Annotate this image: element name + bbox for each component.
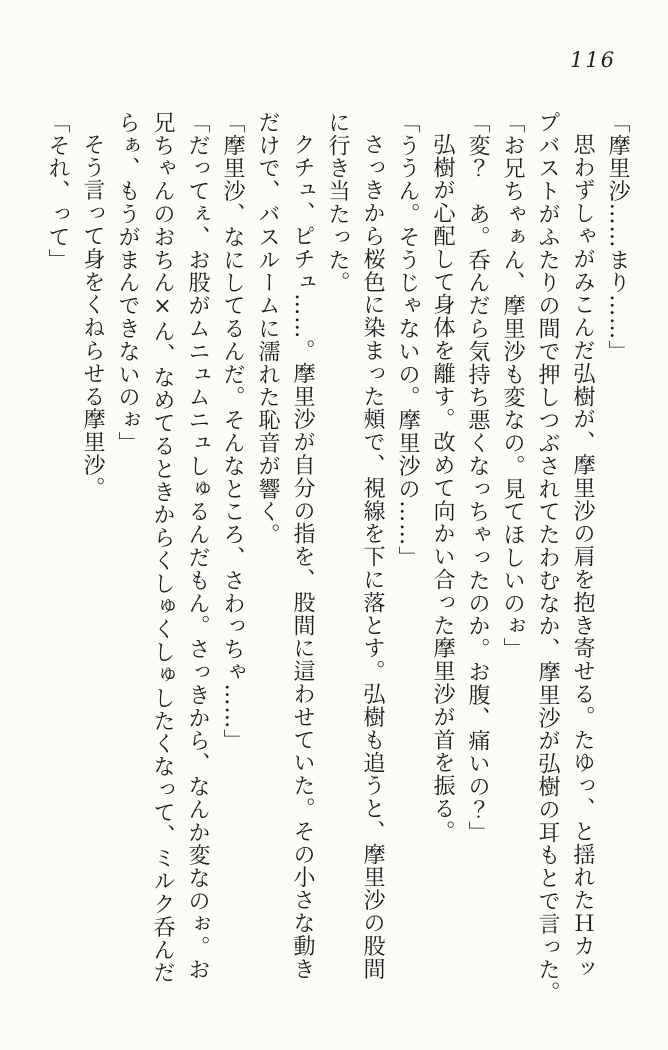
text-line: クチュ、ピチュ……。摩里沙が自分の指を、股間に這わせていた。その小さな動き: [290, 133, 315, 981]
text-line: そう言って身をくねらせる摩里沙。: [80, 133, 105, 500]
text-line: 弘樹が心配して身体を離す。改めて向かい合った摩里沙が首を振る。: [430, 133, 455, 843]
text-line: 「摩里沙、なにしてるんだ。そんなところ、さわっちゃ……」: [220, 111, 245, 753]
text-line: 「だってぇ、お股がムニュムニュしゅるんだもん。さっきから、なんか変なのぉ。お: [185, 111, 210, 982]
text-line: 「変？ あ。呑んだら気持ち悪くなっちゃったのか。お腹、痛いの？」: [465, 111, 490, 844]
text-line: だけで、バスルームに濡れた恥音が響く。: [255, 111, 280, 547]
text-line: さっきから桜色に染まった頰で、視線を下に落とす。弘樹も追うと、摩里沙の股間: [360, 133, 385, 981]
text-line: プバストがふたりの間で押しつぶされてたわむなか、摩里沙が弘樹の耳もとで言った。: [535, 111, 560, 1005]
vertical-text-block: [40, 111, 635, 1016]
text-line: 「ううん。そうじゃないの。摩里沙の……」: [395, 111, 420, 569]
text-line: に行き当たった。: [325, 111, 350, 295]
text-line: 「摩里沙……まり……」: [605, 111, 630, 363]
text-line: 「それ、って」: [45, 111, 70, 272]
page-number: 116: [570, 48, 617, 72]
text-line: らぁ、もうがまんできないのぉ」: [115, 111, 140, 455]
text-line: 兄ちゃんのおちん×ん、なめてるときからくしゅくしゅしたくなって、ミルク呑んだ: [150, 111, 175, 985]
text-line: 思わずしゃがみこんだ弘樹が、摩里沙の肩を抱き寄せる。たゆっ、と揺れたＨカッ: [570, 133, 595, 981]
text-line: 「お兄ちゃぁん、摩里沙も変なの。見てほしいのぉ」: [500, 111, 525, 661]
